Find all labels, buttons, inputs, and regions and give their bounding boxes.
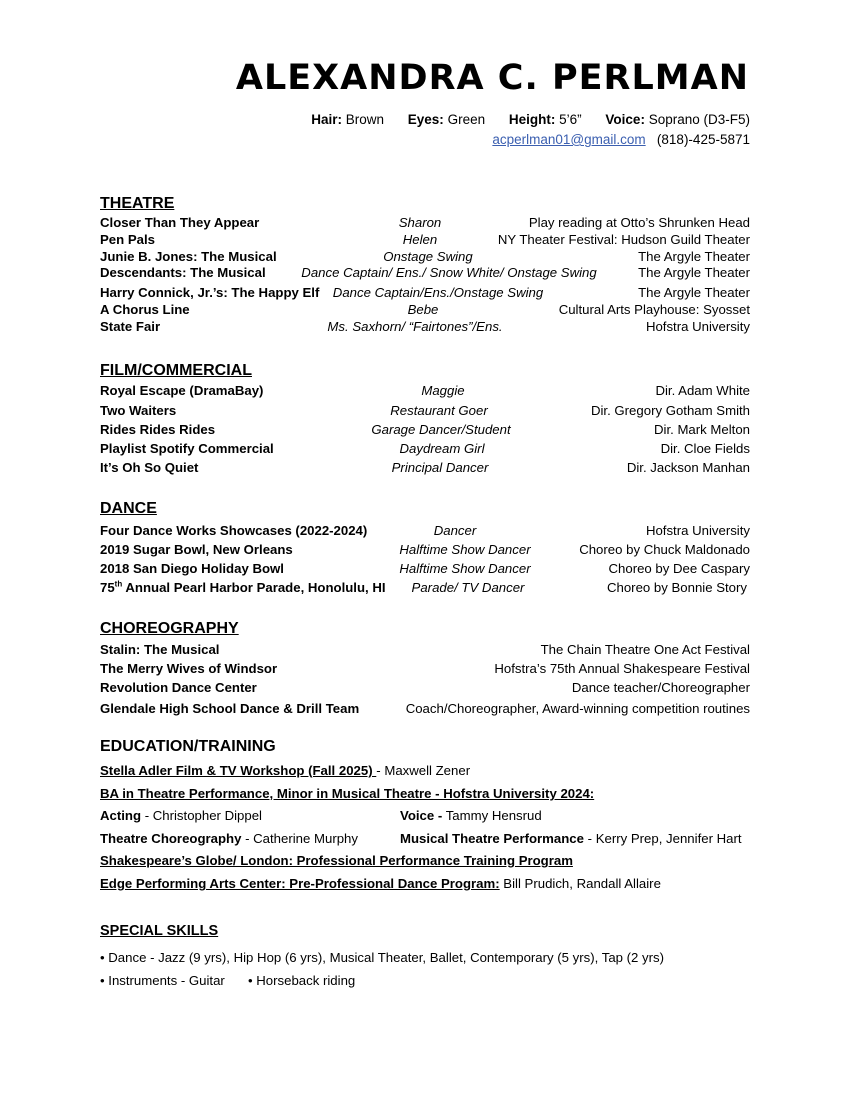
parade-number: 75 — [100, 580, 115, 595]
role: Principal Dancer — [391, 460, 489, 475]
phone-number: (818)-425-5871 — [656, 132, 750, 147]
training-label: Acting — [100, 808, 142, 823]
show-title: 2019 Sugar Bowl, New Orleans — [100, 542, 293, 557]
voice-training — [400, 807, 542, 825]
venue: The Argyle Theater — [638, 265, 750, 280]
venue: Dir. Adam White — [655, 383, 750, 398]
teacher: - Maxwell Zener — [376, 763, 471, 778]
training-row — [100, 830, 750, 848]
degree: BA in Theatre Performance, Minor in Musical Theatre - Hofstra University 2024: — [100, 786, 595, 801]
education-heading: EDUCATION/TRAINING — [100, 738, 276, 755]
eyes-label: Eyes: — [407, 112, 444, 127]
contact-info — [492, 132, 750, 147]
venue: Choreo by Bonnie Story — [606, 580, 747, 595]
role: Maggie — [421, 383, 465, 398]
film-row — [100, 382, 750, 400]
role: Halftime Show Dancer — [399, 561, 531, 576]
theatre-row — [100, 231, 750, 249]
applicant-name: ALEXANDRA C. PERLMAN — [235, 58, 749, 98]
teacher: - Kerry Prep, Jennifer Hart — [583, 831, 742, 846]
show-title: Royal Escape (DramaBay) — [100, 383, 264, 398]
teachers: Bill Prudich, Randall Allaire — [499, 876, 661, 891]
voice-value: Soprano (D3-F5) — [648, 112, 750, 127]
theatre-row — [100, 301, 750, 319]
training-label: Musical Theatre Performance — [400, 831, 584, 846]
venue: Cultural Arts Playhouse: Syosset — [558, 302, 750, 317]
dance-row — [100, 541, 750, 559]
show-title: Descendants: The Musical — [100, 265, 266, 280]
film-row — [100, 440, 750, 458]
venue: Dir. Gregory Gotham Smith — [590, 403, 750, 418]
show-title: Two Waiters — [100, 403, 177, 418]
show-title: A Chorus Line — [100, 302, 190, 317]
theatre-row — [100, 318, 750, 336]
dance-row — [100, 579, 750, 597]
height-value: 5’6” — [559, 112, 582, 127]
email-link[interactable]: acperlman01@gmail.com — [492, 132, 646, 147]
show-title: State Fair — [100, 319, 161, 334]
show-title: 2018 San Diego Holiday Bowl — [100, 561, 284, 576]
show-title: Glendale High School Dance & Drill Team — [100, 701, 360, 716]
role: Helen — [402, 232, 438, 247]
dance-row — [100, 560, 750, 578]
parade-name: Annual Pearl Harbor Parade, Honolulu, HI — [122, 580, 386, 595]
program-name: Edge Performing Arts Center: Pre-Professional Dance Program: — [100, 876, 500, 891]
show-title: The Merry Wives of Windsor — [100, 661, 278, 676]
show-title: Harry Connick, Jr.’s: The Happy Elf — [100, 285, 320, 300]
skill-instruments: • Instruments - Guitar — [100, 973, 225, 988]
degree-line — [100, 785, 594, 803]
show-title: Closer Than They Appear — [100, 215, 260, 230]
role: Parade/ TV Dancer — [411, 580, 525, 595]
role: Onstage Swing — [383, 249, 473, 264]
show-title — [100, 579, 386, 597]
choreography-row — [100, 700, 750, 718]
ordinal-suffix: th — [114, 579, 123, 589]
role: Halftime Show Dancer — [399, 542, 531, 557]
physical-stats — [311, 112, 750, 127]
role: Daydream Girl — [399, 441, 485, 456]
skill-riding: • Horseback riding — [248, 973, 356, 988]
role: Garage Dancer/Student — [371, 422, 511, 437]
training-row — [100, 807, 750, 825]
venue: The Argyle Theater — [638, 249, 750, 264]
role: Ms. Saxhorn/ “Fairtones”/Ens. — [327, 319, 503, 334]
show-title: It’s Oh So Quiet — [100, 460, 199, 475]
film-row — [100, 459, 750, 477]
show-title: Pen Pals — [100, 232, 155, 247]
venue: Play reading at Otto’s Shrunken Head — [528, 215, 750, 230]
venue: Choreo by Chuck Maldonado — [579, 542, 750, 557]
training-label: Voice - — [400, 808, 443, 823]
choreography-row — [100, 641, 750, 659]
training-label: Theatre Choreography — [100, 831, 242, 846]
theatre-row — [100, 264, 750, 282]
program-name: Shakespeare’s Globe/ London: Professional Performance Training Program — [100, 853, 573, 868]
teacher: - Christopher Dippel — [141, 808, 262, 823]
teacher: Tammy Hensrud — [442, 808, 542, 823]
edge-line — [100, 875, 661, 893]
dance-row — [100, 522, 750, 540]
stella-adler-line — [100, 762, 470, 780]
choreography-row — [100, 660, 750, 678]
venue: Coach/Choreographer, Award-winning competition routines — [405, 701, 750, 716]
venue: NY Theater Festival: Hudson Guild Theater — [497, 232, 750, 247]
theatre-row — [100, 284, 750, 302]
skills-heading: SPECIAL SKILLS — [100, 923, 219, 939]
skill-dance: • Dance - Jazz (9 yrs), Hip Hop (6 yrs), Musical Theater, Ballet, Contemporary (5 yrs), Tap (2 yrs) — [100, 950, 665, 965]
role: Dancer — [433, 523, 477, 538]
show-title: Four Dance Works Showcases (2022-2024) — [100, 523, 368, 538]
film-heading: FILM/COMMERCIAL — [100, 362, 252, 379]
venue: The Chain Theatre One Act Festival — [540, 642, 750, 657]
eyes-value: Green — [447, 112, 486, 127]
hair-label: Hair: — [311, 112, 342, 127]
theatre-row — [100, 214, 750, 232]
venue: Dir. Cloe Fields — [660, 441, 750, 456]
dance-heading: DANCE — [100, 500, 157, 517]
choreography-heading: CHOREOGRAPHY — [100, 620, 239, 637]
choreography-row — [100, 679, 750, 697]
hair-value: Brown — [345, 112, 385, 127]
musical-theatre-training — [400, 830, 742, 848]
venue: Dance teacher/Choreographer — [571, 680, 750, 695]
role: Restaurant Goer — [390, 403, 488, 418]
role: Sharon — [398, 215, 442, 230]
role: Dance Captain/Ens./Onstage Swing — [332, 285, 544, 300]
venue: Choreo by Dee Caspary — [608, 561, 750, 576]
venue: The Argyle Theater — [638, 285, 750, 300]
program-name: Stella Adler Film & TV Workshop (Fall 2025) — [100, 763, 377, 778]
show-title: Playlist Spotify Commercial — [100, 441, 274, 456]
venue: Dir. Jackson Manhan — [626, 460, 750, 475]
voice-label: Voice: — [605, 112, 645, 127]
show-title: Junie B. Jones: The Musical — [100, 249, 277, 264]
show-title: Rides Rides Rides — [100, 422, 216, 437]
theatre-heading: THEATRE — [100, 195, 175, 212]
show-title: Revolution Dance Center — [100, 680, 257, 695]
teacher: - Catherine Murphy — [241, 831, 358, 846]
show-title: Stalin: The Musical — [100, 642, 220, 657]
film-row — [100, 402, 750, 420]
globe-line — [100, 852, 573, 870]
venue: Dir. Mark Melton — [654, 422, 750, 437]
film-row — [100, 421, 750, 439]
venue: Hofstra’s 75th Annual Shakespeare Festival — [494, 661, 750, 676]
venue: Hofstra University — [645, 319, 750, 334]
role: Dance Captain/ Ens./ Snow White/ Onstage Swing — [301, 265, 597, 280]
role: Bebe — [407, 302, 439, 317]
venue: Hofstra University — [645, 523, 750, 538]
height-label: Height: — [508, 112, 556, 127]
